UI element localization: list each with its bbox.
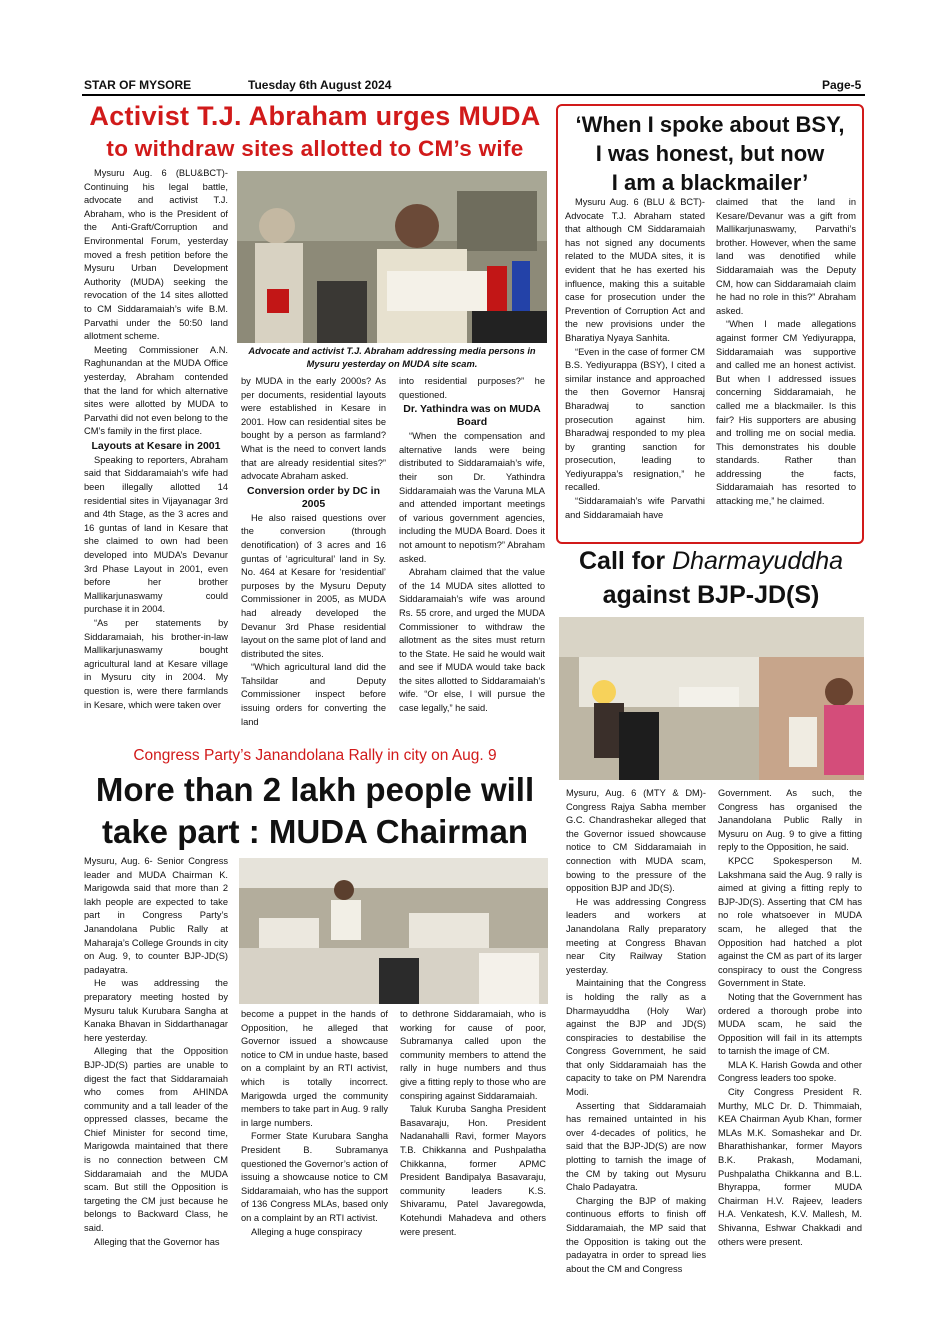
paragraph: Alleging a huge conspiracy xyxy=(251,1226,363,1237)
paragraph: “When the compensation and alternative lands were being distributed to Siddaramaiah’s wife, their son Dr. Yathindra Siddaramaiah was the Varuna MLA and attended important meetings of various government agencies, including the MUDA Board. Does it not amount to nepotism?” Abraham asked. xyxy=(399,431,545,564)
story2-column-2 xyxy=(716,196,856,538)
story4-column-3 xyxy=(400,1008,546,1265)
paragraph: Abraham claimed that the value of the 14 MUDA sites allotted to Siddaramaiah’s wife was around Rs. 55 crore, and urged the MUDA Commissioner to withdraw the allotment as the sites must return to the State. He said he would wait and see if MUDA would take back the sites allotted to Siddaramaiah’s wife. “Or else, I will pursue the case legally,” he said. xyxy=(399,567,545,714)
paragraph: to dethrone Siddaramaiah, who is working for cause of poor, Subramanya called upon the community members to attend the rally in huge numbers and thus give a fitting reply to those who are conspiring against Siddaramaiah. xyxy=(400,1009,546,1101)
paragraph: Mysuru Aug. 6 (BLU&BCT)- Continuing his legal battle, advocate and activist T.J. Abraham, who is the President of the Anti-Graft/Corruption and Environmental Forum, yesterday moved a fresh petition before the Mysuru Urban Development Authority (MUDA) seeking the revocation of the 14 sites allotted to CM Siddaramaiah’s wife B.M. Parvathi under the 50:50 land allotment scheme. xyxy=(84,168,228,342)
paragraph: Meeting Commissioner A.N. Raghunandan at the MUDA Office yesterday, Abraham contended that the land for which alternative sites were allotted by MUDA to Parvathi did not even belong to the CM’s family in the first place. xyxy=(84,344,228,437)
paragraph: become a puppet in the hands of Opposition, he alleged that Governor issued a showcause notice to CM in undue haste, based on a complaint by an RTI activist, which is totally incorrect. Marigowda urged the community members to take part in Aug. 9 rally in large numbers. xyxy=(241,1009,388,1128)
paragraph: Noting that the Government has ordered a thorough probe into MUDA scam, he said the Opposition will fail in its attempts to tarnish the image of CM. xyxy=(718,991,862,1057)
story4-kicker: Congress Party’s Janandolana Rally in city on Aug. 9 xyxy=(133,747,497,764)
paragraph: KPCC Spokesperson M. Lakshmana said the Aug. 9 rally is aimed at giving a fitting reply to BJP-JD(S). Asserting that CM has no role whatsoever in MUDA scam, he alleged that the Opposition had hatched a plot against the CM as part of its larger conspiracy to oust the Congress Government in State. xyxy=(718,855,862,989)
paragraph: He also raised questions over the conversion (through denotification) of 3 acres and 16 guntas of ‘agricultural’ land in Sy. No. 464 at Kesare for ‘residential’ purposes by the Mysuru Deputy Commissioner in 2005, as MUDA had already developed the Devanur 3rd Phase residential layout on the same plot of land and distributed the sites. xyxy=(241,512,386,659)
headline-italic: Dharmayuddha xyxy=(672,547,843,575)
paragraph: Taluk Kuruba Sangha President Basavaraju, Hon. President Nadanahalli Ravi, former Mayors T.B. Chikkanna and Pushpalatha Chikkanna, former APMC President Bandipalya Basavaraju, community leaders K.S. Shivaramu, Patel Javaregowda, Kotehundi Mahadeva and others were present. xyxy=(400,1104,546,1237)
paragraph: Alleging that the Opposition BJP-JD(S) parties are unable to digest the fact that Siddaramaiah who comes from AHINDA community and a tall leader of the oppressed classes, became the Chief Minister for second time, Marigowda maintained that there is no connection between CM Siddaramaiah and the MUDA scam. But still the Opposition is targeting the CM just because he belongs to Backward Class, he said. xyxy=(84,1046,228,1234)
story3-headline-line1 xyxy=(556,546,866,576)
story3-column-1 xyxy=(566,787,706,1274)
paragraph: He was addressing Congress leaders and workers at Janandolana Rally preparatory meeting at Congress Bhavan near City Railway Station yesterday. xyxy=(566,896,706,975)
story1-column-3 xyxy=(399,375,545,740)
paragraph: Asserting that Siddaramaiah has remained untainted in his over 4-decades of politics, he said that the BJP-JD(S) are now plotting to tarnish the image of the CM by taking out Mysuru Chalo Padayatra. xyxy=(566,1100,706,1193)
paragraph: “As per statements by Siddaramaiah, his brother-in-law Mallikarjunaswamy bought agricultural land at Kesare village in Mysuru city in 2004. My question is, were there farmlands in Kesare, which were taken over xyxy=(84,618,228,710)
story4-headline-line1: More than 2 lakh people will xyxy=(95,771,535,808)
story3-headline-line2: against BJP-JD(S) xyxy=(602,581,820,609)
subheading: Conversion order by DC in 2005 xyxy=(246,484,381,510)
story1-column-1 xyxy=(84,167,228,740)
paragraph: Government. As such, the Congress has organised the Janandolana Public Rally in Mysuru on Aug. 9 to give a fitting reply to the Opposition, he said. xyxy=(718,788,862,853)
paragraph: Alleging that the Governor has xyxy=(94,1236,220,1247)
story1-headline-line1: Activist T.J. Abraham urges MUDA xyxy=(89,101,541,131)
paragraph: MLA K. Harish Gowda and other Congress leaders too spoke. xyxy=(718,1059,862,1084)
paragraph: “Siddaramaiah’s wife Parvathi and Siddaramaiah have xyxy=(565,496,705,520)
story3-photo xyxy=(559,617,864,780)
story1-headline-line2: to withdraw sites allotted to CM’s wife xyxy=(106,136,524,161)
story1-photo-caption: Advocate and activist T.J. Abraham addressing media persons in Mysuru yesterday on MUDA site scam. xyxy=(248,346,536,369)
paragraph: “Which agricultural land did the Tahsildar and Deputy Commissioner inspect before issuing orders for converting the land xyxy=(241,662,386,727)
story1-photo xyxy=(237,171,547,343)
paragraph: Mysuru, Aug. 6 (MTY & DM)- Congress Rajya Sabha member G.C. Chandrashekar alleged that the Governor issued showcause notice to CM Siddaramaiah in connection with MUDA scam, bowing to the pressure of the opposition BJP and JD(S). xyxy=(566,788,706,894)
story4-column-1 xyxy=(84,855,228,1265)
subheading: Layouts at Kesare in 2001 xyxy=(91,439,221,452)
story4-headline-line2: take part : MUDA Chairman xyxy=(101,813,529,850)
headline-line: I was honest, but now xyxy=(595,141,825,166)
paragraph: Mysuru Aug. 6 (BLU & BCT)- Advocate T.J. Abraham stated that although CM Siddaramaiah has not signed any documents related to the MUDA sites, it is evident that he has exerted his influence, making this a suitable case for prosecution under the Prevention of Corruption Act and the new provisions under the Bharatiya Nyaya Sanhita. xyxy=(565,197,705,343)
story1-column-2 xyxy=(241,375,386,740)
story2-headline xyxy=(562,110,858,197)
paragraph: Maintaining that the Congress is holding the rally as a Dharmayuddha (Holy War) against the BJP and JD(S) conspiracies to destabilise the Congress Government, he said that only Siddaramaiah has the capacity to take on PM Narendra Modi. xyxy=(566,978,706,1098)
masthead-rule xyxy=(82,94,865,96)
paragraph: into residential purposes?” he questioned. xyxy=(399,376,545,400)
issue-date: Tuesday 6th August 2024 xyxy=(248,78,392,92)
page-number: Page-5 xyxy=(822,78,862,92)
story4-photo xyxy=(239,858,548,1004)
paragraph: City Congress President R. Murthy, MLC Dr. D. Thimmaiah, KEA Chairman Ayub Khan, former MLAs M.K. Somashekar and Dr. Bharathishankar, former Mayors B.K. Prakash, Modamani, Pushpalatha Chikkanna and B.L. Bhyrappa, former MUDA Chairman H.V. Rajeev, leaders H.A. Venkatesh, K.V. Mallesh, M. Shivanna, Eshwar Chakkadi and others were present. xyxy=(718,1087,862,1247)
paragraph: by MUDA in the early 2000s? As per documents, residential layouts were established in Kesare in 2001. How can residential sites be bought by a person as farmland? What is the need to convert lands that are already residential sites?” advocate Abraham asked. xyxy=(241,376,386,482)
headline-text: Call for xyxy=(578,547,673,575)
paragraph: claimed that the land in Kesare/Devanur was a gift from Mallikarjunaswamy, Parvathi’s brother. However, when the same land was denotified while Siddaramaiah was the Deputy CM, how can Siddaramaiah claim he had no role in this?” Abraham asked. xyxy=(716,197,856,316)
paragraph: Mysuru, Aug. 6- Senior Congress leader and MUDA Chairman K. Marigowda said that more than 2 lakh people are expected to take part in Congress Party’s Janandolana Public Rally at Maharaja’s College Grounds in city on Aug. 9, to counter BJP-JD(S) padayatra. xyxy=(84,856,229,975)
paragraph: Former State Kurubara Sangha President B. Subramanya questioned the Governor’s action of issuing a showcause notice to CM Siddaramaiah, who has the support of 136 Congress MLAs, based only on a complaint by an RTI activist. xyxy=(241,1131,388,1223)
headline-line: ‘When I spoke about BSY, xyxy=(575,112,845,137)
paragraph: “Even in the case of former CM B.S. Yediyurappa (BSY), I cited a similar instance and approached the then Governor Hansraj Bharadwaj to sanction prosecution against him. Bharadwaj responded to my plea by granting sanction for prosecution, leading to Yediyurappa’s resignation,” he recalled. xyxy=(565,346,705,493)
paragraph: Charging the BJP of making continuous efforts to finish off Siddaramaiah, the MP said that the Opposition is taking out the padayatra in order to spread lies about the CM and Congress xyxy=(566,1195,706,1274)
paper-name: STAR OF MYSORE xyxy=(84,78,192,92)
story3-column-2 xyxy=(718,787,862,1265)
story2-column-1 xyxy=(565,196,705,538)
subheading: Dr. Yathindra was on MUDA Board xyxy=(403,403,541,429)
story4-column-2 xyxy=(241,1008,388,1265)
paragraph: He was addressing the preparatory meeting hosted by Mysuru taluk Kurubara Sangha at Kanaka Bhavan in Siddarthanagar here yesterday. xyxy=(84,978,228,1043)
paragraph: Speaking to reporters, Abraham said that Siddaramaiah’s wife had been illegally allotted 14 residential sites in Vijayanagar 3rd and 4th Stage, as the 3 acres and 16 guntas of land in Kesare that she claimed to own had been developed into MUDA’s Devanur 3rd Phase Layout in 2001, even before her brother Mallikarjunaswamy could purchase it in 2004. xyxy=(84,454,228,615)
headline-line: I am a blackmailer’ xyxy=(611,170,809,195)
paragraph: “When I made allegations against former CM Yediyurappa, Siddaramaiah was supportive and called me an honest activist. But when I addressed issues concerning Siddaramaiah, he called me a blackmailer. Is this fair? His supporters are abusing and trolling me on social media. This demonstrates his double standards. Rather than addressing the facts, Siddaramaiah has resorted to attacking me,” he claimed. xyxy=(716,319,856,507)
